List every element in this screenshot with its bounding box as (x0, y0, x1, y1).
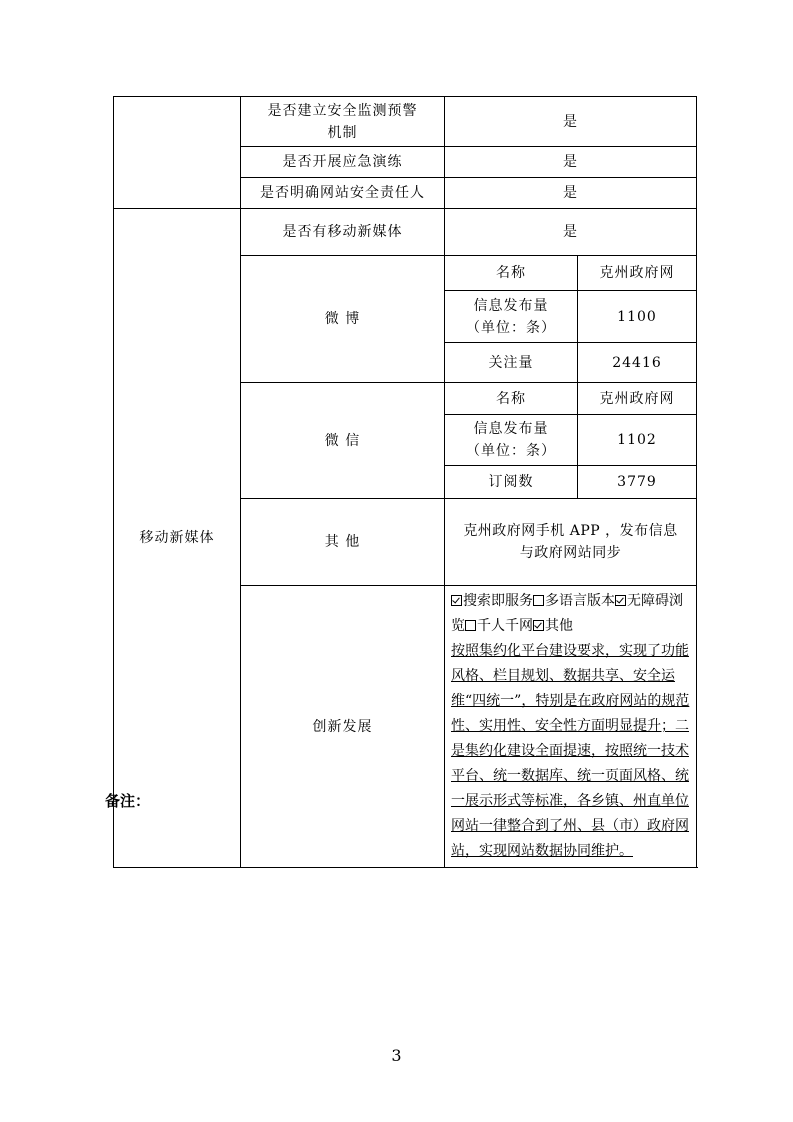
weibo-posts-value: 1100 (578, 291, 697, 343)
monitoring-warning-label: 是否建立安全监测预警 机制 (241, 97, 445, 147)
weibo-followers-label: 关注量 (445, 343, 578, 383)
weibo-posts-label: 信息发布量 （单位：条） (445, 291, 578, 343)
checked-checkbox-icon (451, 595, 462, 606)
table-row (114, 97, 697, 147)
innovation-option-label: 其他 (545, 618, 573, 634)
report-table (113, 96, 697, 868)
other-media-value: 克州政府网手机 APP ，发布信息 与政府网站同步 (445, 499, 697, 586)
weibo-followers-value: 24416 (578, 343, 697, 383)
innovation-option-label: 多语言版本 (545, 593, 615, 609)
other-media-label: 其 他 (241, 499, 445, 586)
security-category-cell (114, 97, 241, 209)
innovation-option-label: 千人千网 (477, 618, 533, 634)
page-number: 3 (391, 1046, 402, 1065)
security-owner-value: 是 (445, 178, 697, 209)
checked-checkbox-icon (615, 595, 626, 606)
innovation-description: 按照集约化平台建设要求，实现了功能风格、栏目规划、数据共享、安全运维“四统一”，特别是在政府网站的规范性、实用性、安全性方面明显提升；二是集约化建设全面提速，按照统一技术平台、统一数据库、统一页面风格、统一展示形式等标准，各乡镇、州直单位网站一律整合到了州、县（市）政府网站，实现网站数据协同维护。 (451, 643, 690, 859)
weibo-name-value: 克州政府网 (578, 256, 697, 291)
checked-checkbox-icon (533, 620, 544, 631)
innovation-options (451, 589, 690, 639)
innovation-category: 创新发展 (241, 586, 445, 868)
unchecked-checkbox-icon (533, 595, 544, 606)
new-media-category: 移动新媒体 (114, 209, 241, 868)
unchecked-checkbox-icon (465, 620, 476, 631)
innovation-option-label: 搜索即服务 (463, 593, 533, 609)
table-row (114, 209, 697, 256)
wechat-name-label: 名称 (445, 383, 578, 415)
wechat-name-value: 克州政府网 (578, 383, 697, 415)
wechat-subscribers-value: 3779 (578, 466, 697, 499)
has-new-media-label: 是否有移动新媒体 (241, 209, 445, 256)
security-owner-label: 是否明确网站安全责任人 (241, 178, 445, 209)
wechat-posts-value: 1102 (578, 415, 697, 466)
has-new-media-value: 是 (445, 209, 697, 256)
monitoring-warning-value: 是 (445, 97, 697, 147)
weibo-name-label: 名称 (445, 256, 578, 291)
emergency-drill-value: 是 (445, 147, 697, 178)
weibo-label: 微 博 (241, 256, 445, 383)
notes-label: 备注： (105, 792, 151, 810)
wechat-label: 微 信 (241, 383, 445, 499)
emergency-drill-label: 是否开展应急演练 (241, 147, 445, 178)
wechat-subscribers-label: 订阅数 (445, 466, 578, 499)
innovation-option-label: 无障碍浏览 (451, 593, 683, 634)
innovation-cell (445, 586, 697, 868)
wechat-posts-label: 信息发布量 （单位：条） (445, 415, 578, 466)
